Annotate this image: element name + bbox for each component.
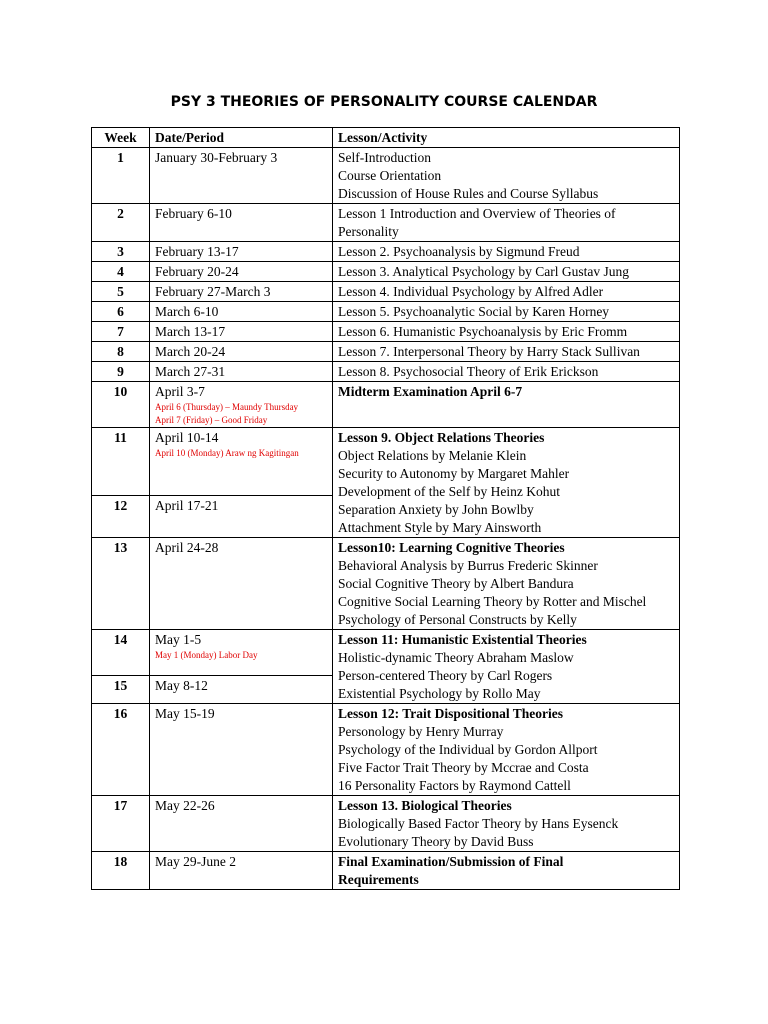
table-row: [92, 428, 680, 496]
lesson-line: Biologically Based Factor Theory by Hans Eysenck: [338, 816, 619, 831]
lesson-line: Lesson 7. Interpersonal Theory by Harry Stack Sullivan: [338, 344, 640, 359]
lesson-line: Lesson 6. Humanistic Psychoanalysis by Eric Fromm: [338, 324, 628, 339]
week-cell: 2: [92, 204, 150, 242]
week-cell: 3: [92, 242, 150, 262]
lesson-line: Lesson 8. Psychosocial Theory of Erik Erickson: [338, 364, 599, 379]
lesson-line: Lesson 2. Psychoanalysis by Sigmund Freud: [338, 244, 580, 259]
lesson-cell: [333, 262, 680, 282]
date-cell: February 6-10: [150, 204, 333, 242]
lesson-line: Attachment Style by Mary Ainsworth: [338, 520, 542, 535]
lesson-line: Separation Anxiety by John Bowlby: [338, 502, 534, 517]
date-cell: [150, 630, 333, 676]
week-cell: 11: [92, 428, 150, 496]
lesson-cell: [333, 428, 680, 538]
lesson-line: Security to Autonomy by Margaret Mahler: [338, 466, 570, 481]
midterm-exam: Midterm Examination April 6-7: [338, 384, 523, 399]
date-cell: [150, 382, 333, 428]
table-row: [92, 796, 680, 852]
lesson-line: Holistic-dynamic Theory Abraham Maslow: [338, 650, 574, 665]
date-cell: March 27-31: [150, 362, 333, 382]
table-row: [92, 148, 680, 204]
lesson-cell: [333, 302, 680, 322]
week-cell: 12: [92, 496, 150, 538]
lesson-line: 16 Personality Factors by Raymond Cattell: [338, 778, 571, 793]
date-cell: May 8-12: [150, 676, 333, 704]
lesson-heading: Lesson 12: Trait Dispositional Theories: [338, 706, 564, 721]
lesson-line: Social Cognitive Theory by Albert Bandura: [338, 576, 574, 591]
date-cell: March 20-24: [150, 342, 333, 362]
date-range: April 3-7: [155, 384, 205, 399]
date-cell: March 13-17: [150, 322, 333, 342]
lesson-cell: [333, 148, 680, 204]
week-cell: 5: [92, 282, 150, 302]
table-row: [92, 342, 680, 362]
week-cell: 16: [92, 704, 150, 796]
table-row: [92, 242, 680, 262]
lesson-heading: Lesson 13. Biological Theories: [338, 798, 512, 813]
table-row: [92, 538, 680, 630]
table-row: [92, 852, 680, 890]
lesson-line: Existential Psychology by Rollo May: [338, 686, 541, 701]
week-cell: 13: [92, 538, 150, 630]
date-cell: March 6-10: [150, 302, 333, 322]
lesson-cell: [333, 382, 680, 428]
week-cell: 7: [92, 322, 150, 342]
table-row: [92, 262, 680, 282]
lesson-line: Lesson 5. Psychoanalytic Social by Karen Horney: [338, 304, 610, 319]
table-row: [92, 322, 680, 342]
lesson-cell: [333, 282, 680, 302]
week-header: Week: [92, 128, 150, 148]
week-cell: 17: [92, 796, 150, 852]
week-cell: 15: [92, 676, 150, 704]
week-cell: 10: [92, 382, 150, 428]
date-header: Date/Period: [150, 128, 333, 148]
date-cell: February 27-March 3: [150, 282, 333, 302]
date-cell: May 15-19: [150, 704, 333, 796]
final-exam-line: Requirements: [338, 872, 419, 887]
lesson-cell: [333, 242, 680, 262]
lesson-cell: [333, 342, 680, 362]
lesson-line: Cognitive Social Learning Theory by Rotter and Mischel: [338, 594, 647, 609]
lesson-cell: [333, 322, 680, 342]
final-exam-line: Final Examination/Submission of Final: [338, 854, 564, 869]
lesson-cell: [333, 204, 680, 242]
table-row: [92, 630, 680, 676]
lesson-line: Lesson 3. Analytical Psychology by Carl Gustav Jung: [338, 264, 629, 279]
lesson-line: Development of the Self by Heinz Kohut: [338, 484, 560, 499]
date-cell: January 30-February 3: [150, 148, 333, 204]
table-row: [92, 204, 680, 242]
week-cell: 14: [92, 630, 150, 676]
lesson-line: Self-Introduction: [338, 150, 431, 165]
lesson-line: Object Relations by Melanie Klein: [338, 448, 527, 463]
lesson-line: Lesson 4. Individual Psychology by Alfred Adler: [338, 284, 604, 299]
lesson-line: Person-centered Theory by Carl Rogers: [338, 668, 553, 683]
lesson-cell: [333, 538, 680, 630]
lesson-line: Discussion of House Rules and Course Syllabus: [338, 186, 599, 201]
date-cell: February 13-17: [150, 242, 333, 262]
lesson-cell: [333, 362, 680, 382]
lesson-cell: [333, 852, 680, 890]
date-cell: April 17-21: [150, 496, 333, 538]
week-cell: 1: [92, 148, 150, 204]
date-cell: February 20-24: [150, 262, 333, 282]
lesson-line: Psychology of the Individual by Gordon Allport: [338, 742, 598, 757]
week-cell: 6: [92, 302, 150, 322]
holiday-note: May 1 (Monday) Labor Day: [155, 650, 258, 660]
date-cell: [150, 428, 333, 496]
header-row: [92, 128, 680, 148]
holiday-note: April 10 (Monday) Araw ng Kagitingan: [155, 448, 299, 458]
date-cell: May 22-26: [150, 796, 333, 852]
lesson-heading: Lesson 9. Object Relations Theories: [338, 430, 545, 445]
week-cell: 9: [92, 362, 150, 382]
week-cell: 4: [92, 262, 150, 282]
lesson-heading: Lesson 11: Humanistic Existential Theories: [338, 632, 587, 647]
lesson-cell: [333, 704, 680, 796]
lesson-line: Personology by Henry Murray: [338, 724, 504, 739]
lesson-line: Lesson 1 Introduction and Overview of Theories of: [338, 206, 616, 221]
date-cell: May 29-June 2: [150, 852, 333, 890]
lesson-line: Course Orientation: [338, 168, 442, 183]
holiday-note: April 7 (Friday) – Good Friday: [155, 415, 268, 425]
lesson-line: Behavioral Analysis by Burrus Frederic Skinner: [338, 558, 598, 573]
table-row: [92, 302, 680, 322]
lesson-line: Five Factor Trait Theory by Mccrae and Costa: [338, 760, 589, 775]
course-calendar-table: [91, 127, 680, 890]
date-range: May 1-5: [155, 632, 202, 647]
week-cell: 18: [92, 852, 150, 890]
table-row: [92, 282, 680, 302]
date-cell: April 24-28: [150, 538, 333, 630]
lesson-line: Personality: [338, 224, 399, 239]
table-row: [92, 362, 680, 382]
week-cell: 8: [92, 342, 150, 362]
lesson-cell: [333, 796, 680, 852]
table-row: [92, 382, 680, 428]
lesson-cell: [333, 630, 680, 704]
holiday-note: April 6 (Thursday) – Maundy Thursday: [155, 402, 299, 412]
page-title: PSY 3 THEORIES OF PERSONALITY COURSE CALENDAR: [170, 94, 598, 110]
lesson-line: Psychology of Personal Constructs by Kelly: [338, 612, 577, 627]
lesson-header: Lesson/Activity: [333, 128, 680, 148]
lesson-line: Evolutionary Theory by David Buss: [338, 834, 534, 849]
date-range: April 10-14: [155, 430, 219, 445]
table-row: [92, 704, 680, 796]
lesson-heading: Lesson10: Learning Cognitive Theories: [338, 540, 565, 555]
